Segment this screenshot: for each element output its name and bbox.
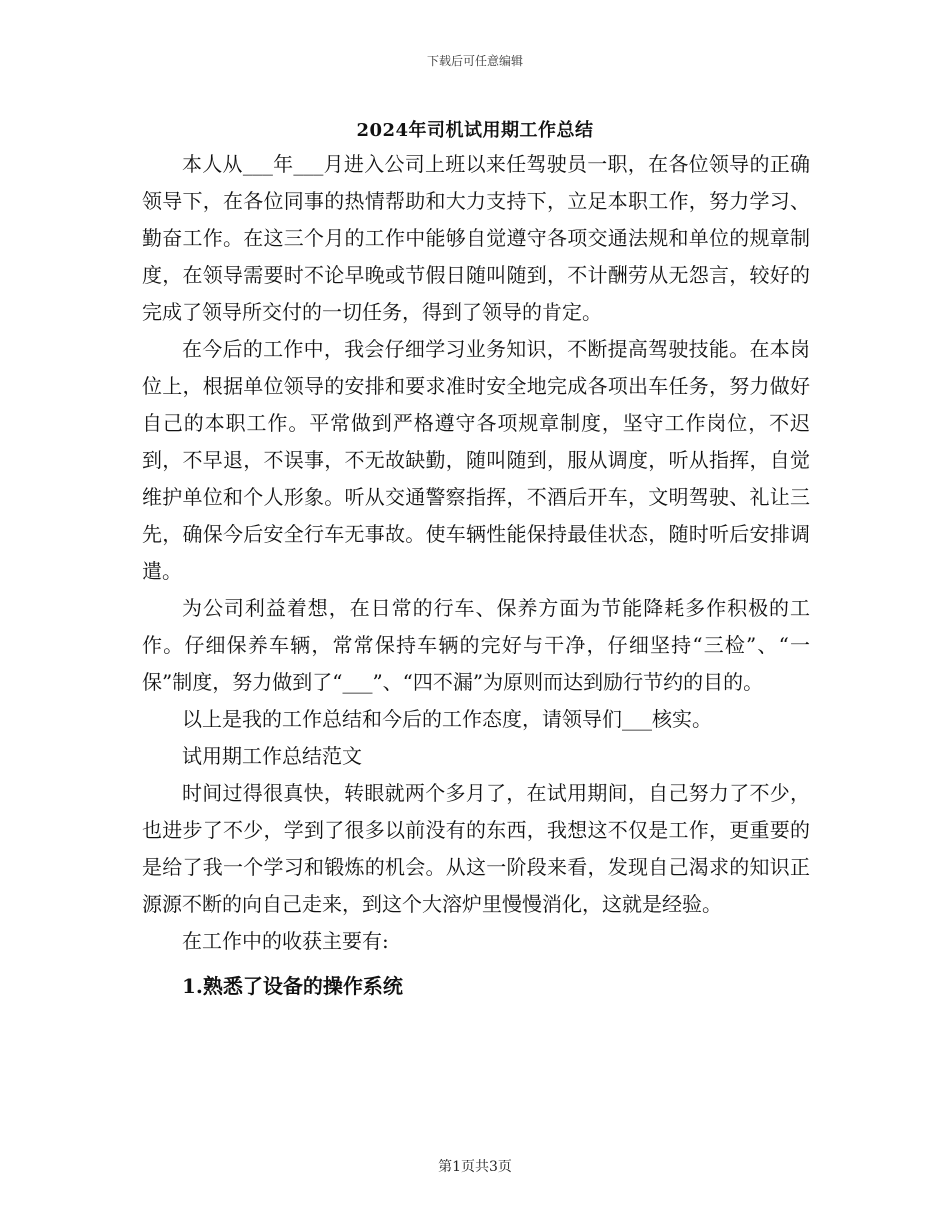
section-heading: 1.熟悉了设备的操作系统 [182,974,403,998]
paragraph: 试用期工作总结范文 [182,744,362,768]
paragraph: 在今后的工作中，我会仔细学习业务知识，不断提高驾驶技能。在本岗位上，根据单位领导的安排和要求准时安全地完成各项出车任务，努力做好自己的本职工作。平常做到严格遵守各项规章制度，坚守工作岗位，不迟到，不早退，不误事，不无故缺勤，随叫随到，服从调度，听从指挥，自觉维护单位和个人形象。听从交通警察指挥，不酒后开车，文明驾驶、礼让三先，确保今后安全行车无事故。使车辆性能保持最佳状态，随时听后安排调遣。 [142,337,810,583]
document-title: 2024年司机试用期工作总结 [356,120,594,141]
paragraph: 以上是我的工作总结和今后的工作态度，请领导们___核实。 [182,707,712,731]
document-body [142,146,810,1005]
paragraph: 本人从___年___月进入公司上班以来任驾驶员一职，在各位领导的正确领导下，在各位同事的热情帮助和大力支持下，立足本职工作，努力学习、勤奋工作。在这三个月的工作中能够自觉遵守各项交通法规和单位的规章制度，在领导需要时不论早晚或节假日随叫随到，不计酬劳从无怨言，较好的完成了领导所交付的一切任务，得到了领导的肯定。 [142,152,810,324]
paragraph: 在工作中的收获主要有: [182,929,389,953]
paragraph: 时间过得很真快，转眼就两个多月了，在试用期间，自己努力了不少，也进步了不少，学到了很多以前没有的东西，我想这不仅是工作，更重要的是给了我一个学习和锻炼的机会。从这一阶段来看，发现自己渴求的知识正源源不断的向自己走来，到这个大溶炉里慢慢消化，这就是经验。 [142,781,810,916]
paragraph: 为公司利益着想，在日常的行车、保养方面为节能降耗多作积极的工作。仔细保养车辆，常常保持车辆的完好与干净，仔细坚持“三检”、“一保”制度，努力做到了“___”、“四不漏”为原则而达到励行节约的目的。 [142,596,810,694]
page-footer: 第1页共3页 [438,1159,512,1175]
page-header: 下载后可任意编辑 [426,54,523,68]
